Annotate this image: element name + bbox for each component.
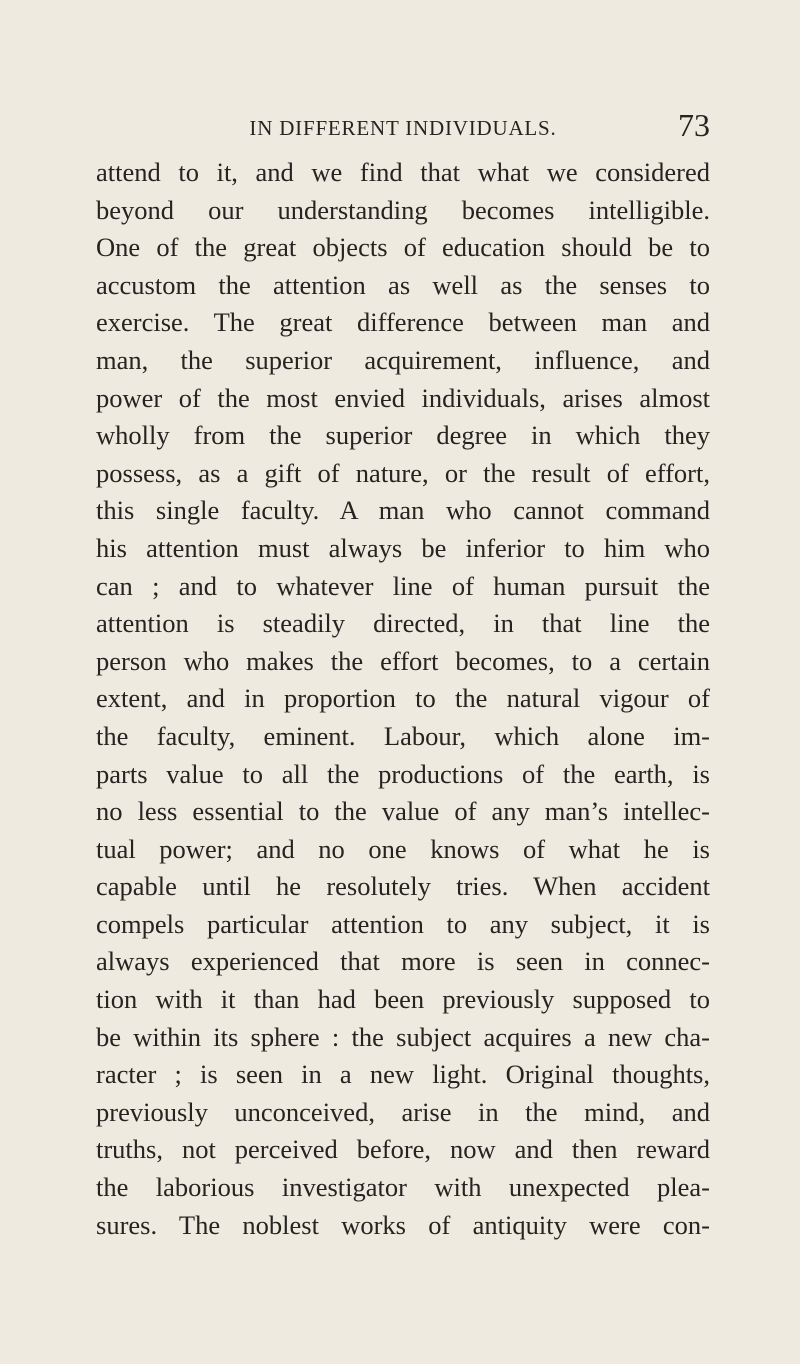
text-line: parts value to all the productions of the earth, is xyxy=(96,758,710,789)
text-line: capable until he resolutely tries. When accident xyxy=(96,871,710,902)
text-line: accustom the attention as well as the senses to xyxy=(96,269,710,300)
page-number: 73 xyxy=(678,107,710,143)
text-line: power of the most envied individuals, arises almost xyxy=(96,382,710,413)
body-text xyxy=(96,154,710,1244)
text-line: possess, as a gift of nature, or the result of effort, xyxy=(96,457,710,488)
text-line: tual power; and no one knows of what he is xyxy=(96,833,710,864)
text-line: wholly from the superior degree in which they xyxy=(96,420,710,451)
text-line: man, the superior acquirement, influence, and xyxy=(96,344,710,375)
text-line: the laborious investigator with unexpected plea- xyxy=(96,1172,710,1203)
text-line: person who makes the effort becomes, to a certain xyxy=(96,645,710,676)
text-line: attention is steadily directed, in that line the xyxy=(96,608,710,639)
text-line: this single faculty. A man who cannot command xyxy=(96,495,710,526)
text-line: One of the great objects of education should be to xyxy=(96,232,710,263)
text-line: no less essential to the value of any man’s intellec- xyxy=(96,796,710,827)
text-line: previously unconceived, arise in the mind, and xyxy=(96,1096,710,1127)
running-head: IN DIFFERENT INDIVIDUALS. xyxy=(249,116,557,140)
text-line: extent, and in proportion to the natural vigour of xyxy=(96,683,710,714)
text-line: tion with it than had been previously supposed to xyxy=(96,984,710,1015)
text-line: truths, not perceived before, now and then reward xyxy=(96,1134,710,1165)
text-line: his attention must always be inferior to him who xyxy=(96,532,710,563)
page-header xyxy=(96,106,710,146)
text-line: the faculty, eminent. Labour, which alone im- xyxy=(96,720,710,751)
text-line: sures. The noblest works of antiquity were con- xyxy=(96,1209,710,1240)
text-line: compels particular attention to any subject, it is xyxy=(96,908,710,939)
text-line: can ; and to whatever line of human pursuit the xyxy=(96,570,710,601)
text-line: be within its sphere : the subject acquires a new cha- xyxy=(96,1021,710,1052)
text-line: always experienced that more is seen in connec- xyxy=(96,946,710,977)
text-line: attend to it, and we find that what we considered xyxy=(96,157,710,187)
text-line: exercise. The great difference between man and xyxy=(96,307,710,338)
text-line: beyond our understanding becomes intelligible. xyxy=(96,194,710,225)
text-line: racter ; is seen in a new light. Original thoughts, xyxy=(96,1059,710,1090)
